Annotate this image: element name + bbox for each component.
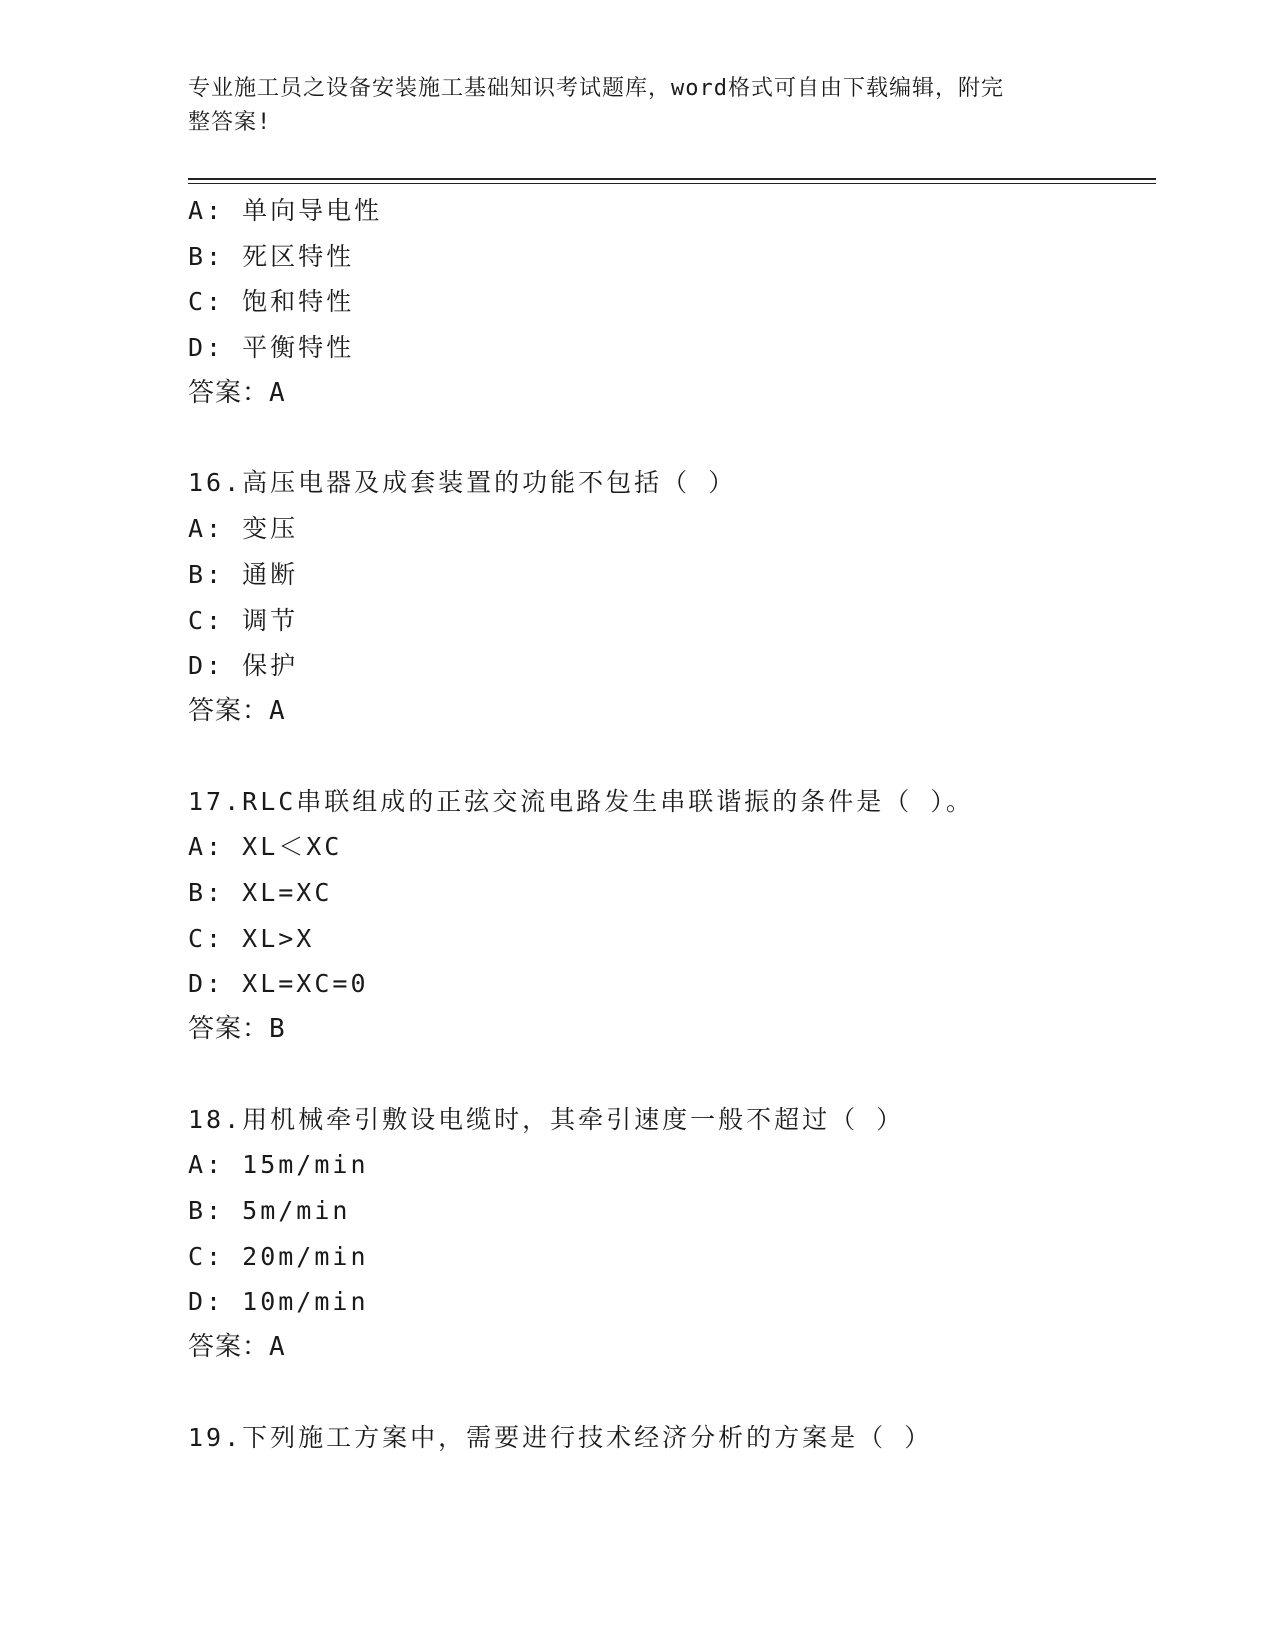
question-text: 16.高压电器及成套装置的功能不包括（ ） bbox=[188, 468, 737, 498]
option-a: A: 单向导电性 bbox=[188, 196, 383, 225]
option-d: D: 保护 bbox=[188, 651, 299, 681]
option-c: C: 调节 bbox=[188, 605, 299, 635]
option-a: A: XL＜XC bbox=[188, 832, 343, 862]
document-header bbox=[188, 72, 1068, 140]
answer: 答案：B bbox=[188, 1014, 286, 1044]
header-rule-thick bbox=[188, 178, 1156, 180]
option-b: B: 5m/min bbox=[188, 1196, 351, 1226]
question-text: 18.用机械牵引敷设电缆时，其牵引速度一般不超过（ ） bbox=[188, 1104, 905, 1134]
answer: 答案：A bbox=[188, 1332, 286, 1363]
option-d: D: 平衡特性 bbox=[188, 333, 355, 363]
option-c: C: 饱和特性 bbox=[188, 287, 355, 317]
question-list bbox=[188, 188, 1148, 1461]
question-text: 17.RLC串联组成的正弦交流电路发生串联谐振的条件是（ ）。 bbox=[188, 786, 974, 816]
option-b: B: XL=XC bbox=[188, 877, 333, 907]
option-b: B: 死区特性 bbox=[188, 241, 355, 271]
question-15 bbox=[188, 188, 1148, 416]
header-line-1: 专业施工员之设备安装施工基础知识考试题库，word格式可自由下载编辑，附完 bbox=[188, 76, 1004, 101]
option-c: C: 20m/min bbox=[188, 1241, 369, 1271]
header-line-2: 整答案! bbox=[188, 110, 272, 135]
option-d: D: XL=XC=0 bbox=[188, 969, 369, 999]
option-a: A: 15m/min bbox=[188, 1150, 369, 1180]
answer: 答案：A bbox=[188, 695, 286, 726]
question-16 bbox=[188, 460, 1148, 734]
question-text: 19.下列施工方案中，需要进行技术经济分析的方案是（ ） bbox=[188, 1422, 933, 1452]
option-a: A: 变压 bbox=[188, 514, 299, 544]
option-b: B: 通断 bbox=[188, 559, 299, 589]
question-19 bbox=[188, 1415, 1148, 1461]
answer: 答案：A bbox=[188, 377, 286, 408]
option-c: C: XL>X bbox=[188, 923, 315, 953]
question-17 bbox=[188, 779, 1148, 1053]
option-d: D: 10m/min bbox=[188, 1287, 369, 1317]
header-rule-thin bbox=[188, 183, 1156, 184]
question-18 bbox=[188, 1097, 1148, 1371]
